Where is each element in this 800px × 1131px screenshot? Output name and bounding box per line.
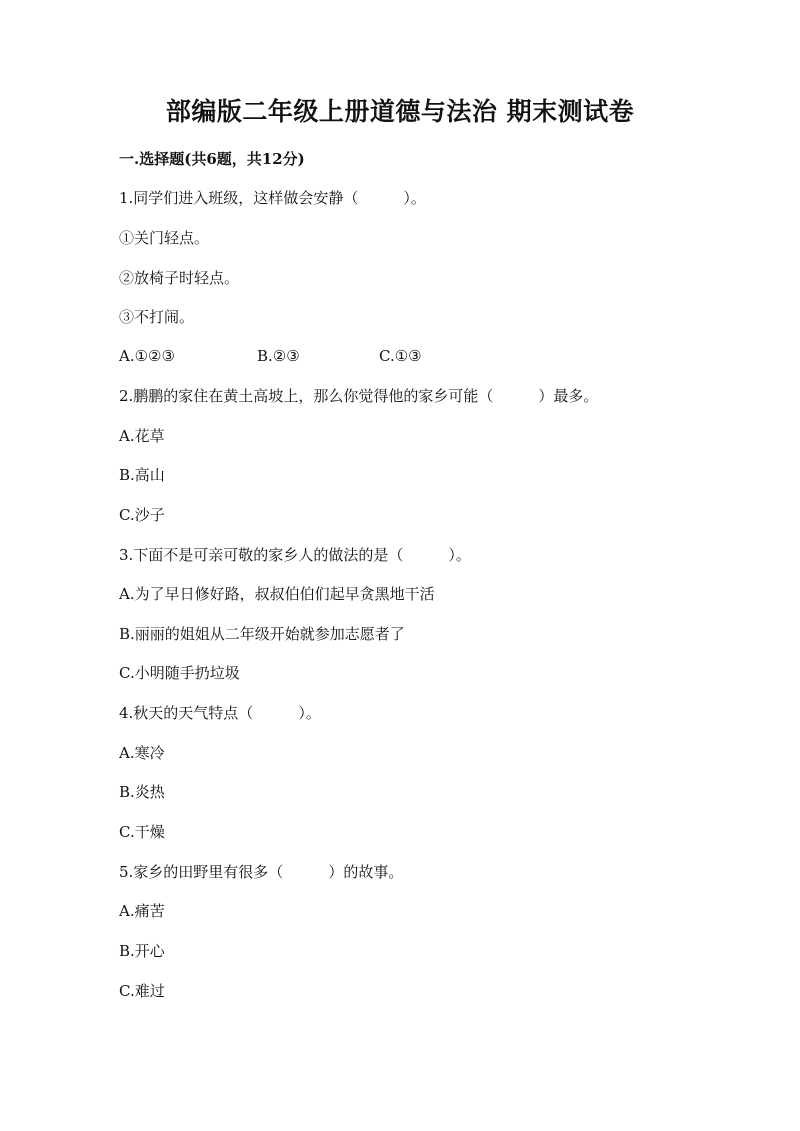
section-heading: 一.选择题(共6题，共12分): [119, 150, 305, 168]
question-1-stem: 1.同学们进入班级，这样做会安静（ ）。: [119, 189, 426, 207]
question-5-option-a: A.痛苦: [119, 902, 165, 920]
question-1-item-3: ③不打闹。: [119, 308, 195, 326]
question-1-item-2: ②放椅子时轻点。: [119, 269, 240, 287]
question-1-option-c: C.①③: [379, 347, 422, 365]
question-4-option-a: A.寒冷: [119, 744, 165, 762]
question-4-option-c: C.干燥: [119, 823, 165, 841]
question-2-option-b: B.高山: [119, 466, 165, 484]
question-3-option-b: B.丽丽的姐姐从二年级开始就参加志愿者了: [119, 625, 405, 643]
question-5-option-b: B.开心: [119, 942, 165, 960]
question-1-option-b: B.②③: [257, 347, 300, 365]
question-2-option-a: A.花草: [119, 427, 165, 445]
question-1-option-a: A.①②③: [119, 347, 175, 365]
question-1-item-1: ①关门轻点。: [119, 229, 210, 247]
question-5-stem: 5.家乡的田野里有很多（ ）的故事。: [119, 863, 404, 881]
question-4-option-b: B.炎热: [119, 783, 165, 801]
question-1-options: [119, 345, 519, 367]
question-2-option-c: C.沙子: [119, 506, 165, 524]
question-3-stem: 3.下面不是可亲可敬的家乡人的做法的是（ ）。: [119, 546, 471, 564]
question-4-stem: 4.秋天的天气特点（ ）。: [119, 704, 321, 722]
question-5-option-c: C.难过: [119, 982, 165, 1000]
question-3-option-c: C.小明随手扔垃圾: [119, 664, 240, 682]
question-3-option-a: A.为了早日修好路，叔叔伯伯们起早贪黑地干活: [119, 585, 435, 603]
page-title: 部编版二年级上册道德与法治 期末测试卷: [165, 97, 635, 126]
question-2-stem: 2.鹏鹏的家住在黄土高坡上，那么你觉得他的家乡可能（ ）最多。: [119, 387, 599, 405]
